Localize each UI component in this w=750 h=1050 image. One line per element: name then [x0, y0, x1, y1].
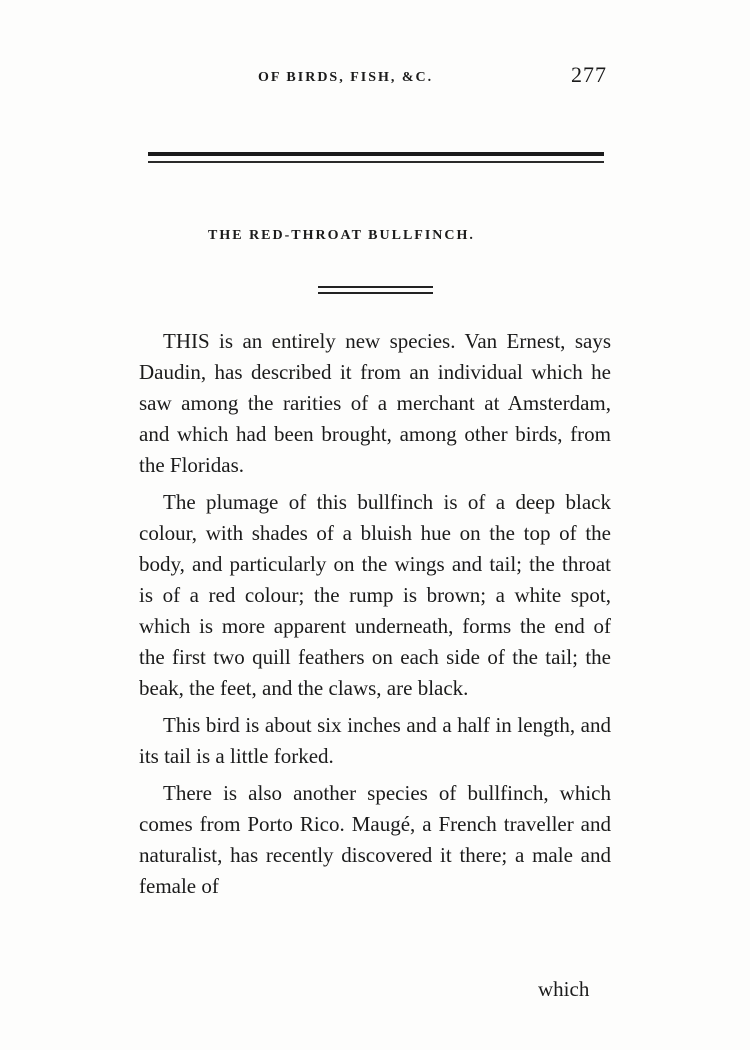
running-head: OF BIRDS, FISH, &C.	[258, 70, 434, 85]
title-double-rule	[318, 286, 433, 296]
paragraph: The plumage of this bullfinch is of a deep black colour, with shades of a bluish hue on the top of the body, and particularly on the wings and tail; the throat is of a red colour; the rump is brown; a white spot, which is more apparent underneath, forms the end of the first two quill feathers on each side of the tail; the beak, the feet, and the claws, are black.	[139, 490, 611, 700]
article-body	[139, 326, 611, 908]
paragraph: This bird is about six inches and a half in length, and its tail is a little forked.	[139, 713, 611, 768]
header-rule-thin	[148, 161, 604, 163]
title-rule-upper	[318, 286, 433, 288]
header-double-rule	[148, 152, 604, 166]
header-rule-thick	[148, 152, 604, 156]
article-title: THE RED-THROAT BULLFINCH.	[208, 228, 475, 243]
paragraph: THIS is an entirely new species. Van Ernest, says Daudin, has described it from an individual which he saw among the rarities of a merchant at Amsterdam, and which had been brought, among other birds, from the Floridas.	[139, 329, 611, 477]
title-rule-lower	[318, 292, 433, 294]
catchword: which	[538, 977, 590, 1001]
paragraph: There is also another species of bullfinch, which comes from Porto Rico. Maugé, a French traveller and naturalist, has recently discovered it there; a male and female of	[139, 781, 611, 898]
page-number: 277	[571, 62, 607, 87]
